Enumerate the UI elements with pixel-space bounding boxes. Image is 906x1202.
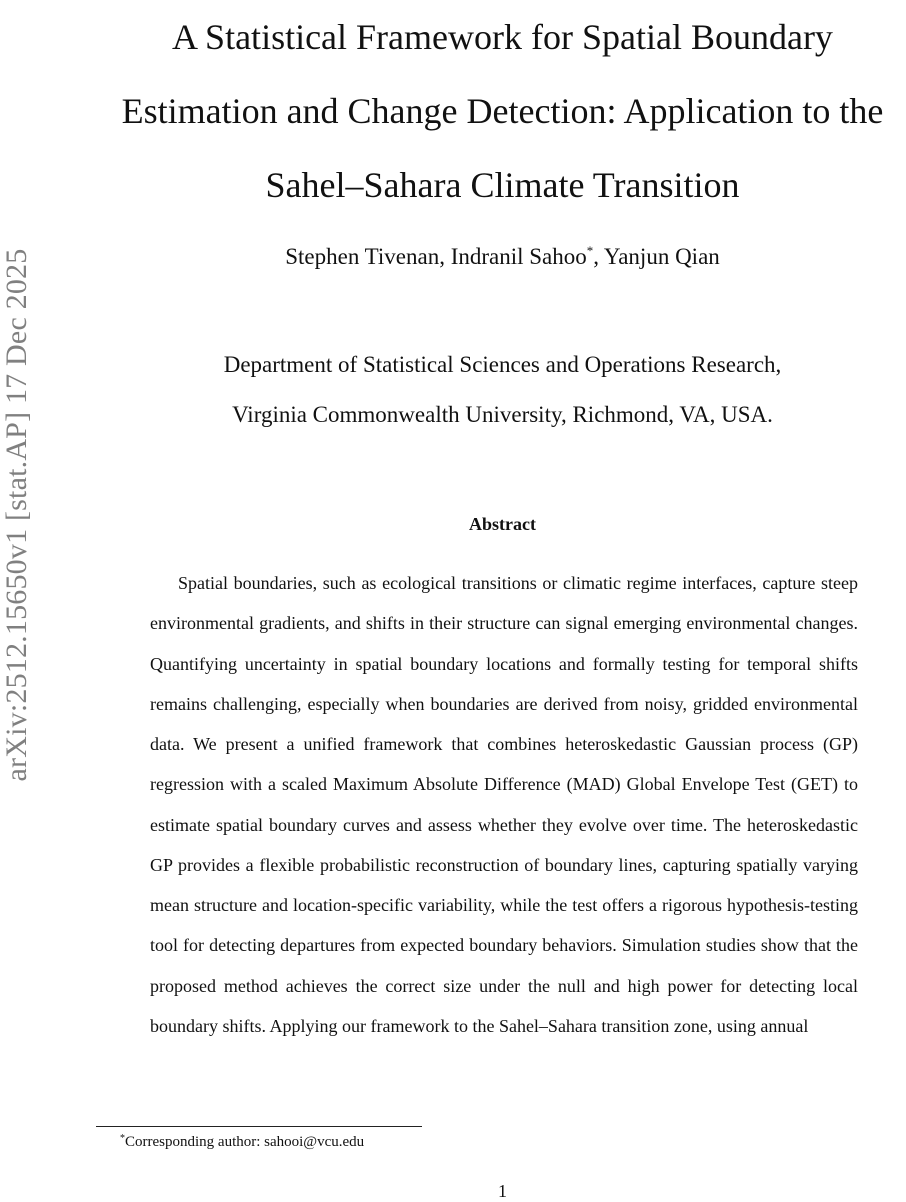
arxiv-identifier-stamp xyxy=(0,0,34,1200)
arxiv-identifier-text: arXiv:2512.15650v1 [stat.AP] 17 Dec 2025 xyxy=(0,248,33,782)
abstract-heading: Abstract xyxy=(469,514,536,534)
title-line-3: Sahel–Sahara Climate Transition xyxy=(265,165,740,205)
footnote-divider xyxy=(96,1126,422,1127)
paper-title xyxy=(95,0,906,222)
footnote-mark: * xyxy=(120,1133,125,1144)
page-number: 1 xyxy=(498,1181,507,1201)
affiliation xyxy=(95,340,906,440)
corresponding-author-mark: * xyxy=(586,243,594,258)
author-list xyxy=(95,236,906,272)
footnote xyxy=(120,1129,364,1152)
abstract-body: Spatial boundaries, such as ecological transitions or climatic regime interfaces, capture steep environmental gradients, and shifts in their structure can signal emerging environmental changes. Quantifying uncertainty in spatial boundary locations and formally testing for temporal shifts remains challenging, especially when boundaries are derived from noisy, gridded environmental data. We present a unified framework that combines heteroskedastic Gaussian process (GP) regression with a scaled Maximum Absolute Difference (MAD) Global Envelope Test (GET) to estimate spatial boundary curves and assess whether they evolve over time. The heteroskedastic GP provides a flexible probabilistic reconstruction of boundary lines, capturing spatially varying mean structure and location-specific variability, while the test offers a rigorous hypothesis-testing tool for detecting departures from expected boundary behaviors. Simulation studies show that the proposed method achieves the correct size under the null and high power for detecting local boundary shifts. Applying our framework to the Sahel–Sahara transition zone, using annual xyxy=(150,573,858,1036)
affiliation-line-1: Department of Statistical Sciences and Operations Research, xyxy=(223,352,782,377)
author-names-part-2: , Yanjun Qian xyxy=(593,244,720,269)
title-line-1: A Statistical Framework for Spatial Boundary xyxy=(172,17,833,57)
author-names-part-1: Stephen Tivenan, Indranil Sahoo xyxy=(285,244,587,269)
footnote-text: Corresponding author: sahooi@vcu.edu xyxy=(125,1134,365,1150)
affiliation-line-2: Virginia Commonwealth University, Richmond, VA, USA. xyxy=(232,402,773,427)
title-line-2: Estimation and Change Detection: Application to the xyxy=(121,91,884,131)
